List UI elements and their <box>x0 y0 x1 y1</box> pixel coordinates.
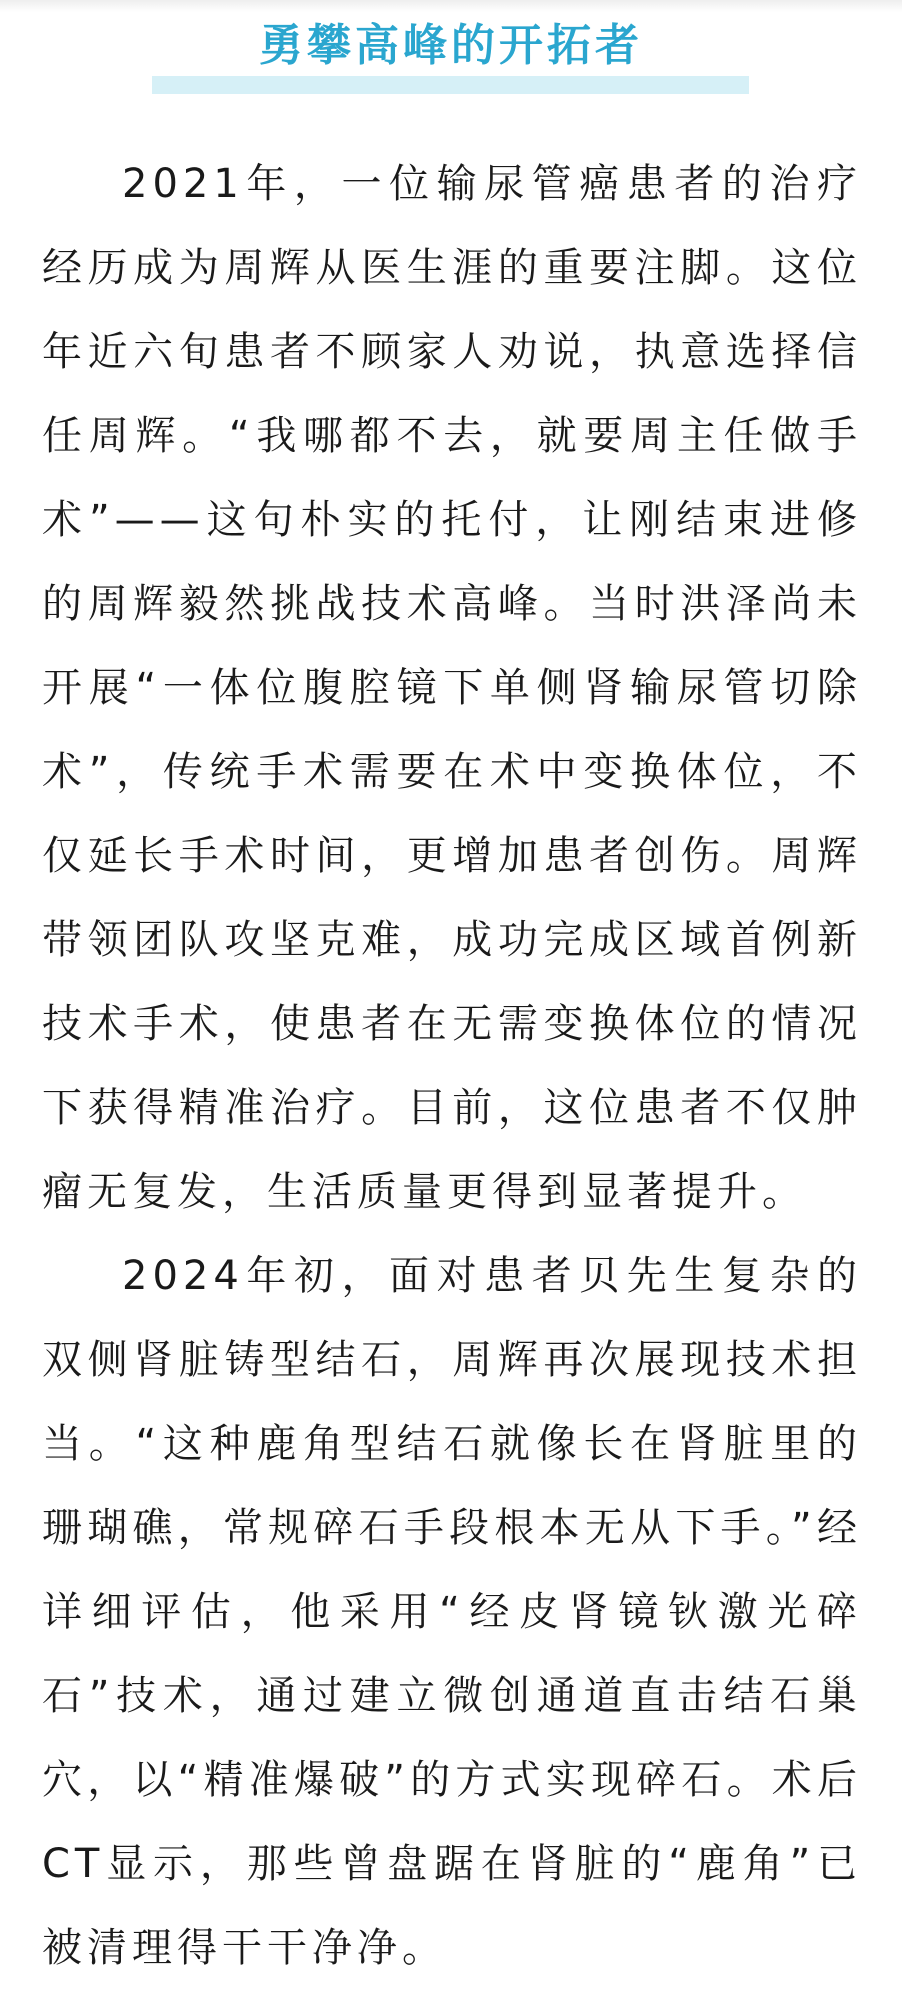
article-body <box>42 142 862 1990</box>
section-heading <box>0 0 902 110</box>
heading-underline-bar <box>152 76 749 94</box>
paragraph-2: 2024年初，面对患者贝先生复杂的双侧肾脏铸型结石，周辉再次展现技术担当。“这种鹿角型结石就像长在肾脏里的珊瑚礁，常规碎石手段根本无从下手。”经详细评估，他采用“经皮肾镜钬激光碎石”技术，通过建立微创通道直击结石巢穴，以“精准爆破”的方式实现碎石。术后CT显示，那些曾盘踞在肾脏的“鹿角”已被清理得干干净净。 <box>42 1253 862 1971</box>
heading-title: 勇攀高峰的开拓者 <box>259 20 643 71</box>
paragraph-1: 2021年，一位输尿管癌患者的治疗经历成为周辉从医生涯的重要注脚。这位年近六旬患者不顾家人劝说，执意选择信任周辉。“我哪都不去，就要周主任做手术”——这句朴实的托付，让刚结束进修的周辉毅然挑战技术高峰。当时洪泽尚未开展“一体位腹腔镜下单侧肾输尿管切除术”，传统手术需要在术中变换体位，不仅延长手术时间，更增加患者创伤。周辉带领团队攻坚克难，成功完成区域首例新技术手术，使患者在无需变换体位的情况下获得精准治疗。目前，这位患者不仅肿瘤无复发，生活质量更得到显著提升。 <box>42 161 862 1215</box>
